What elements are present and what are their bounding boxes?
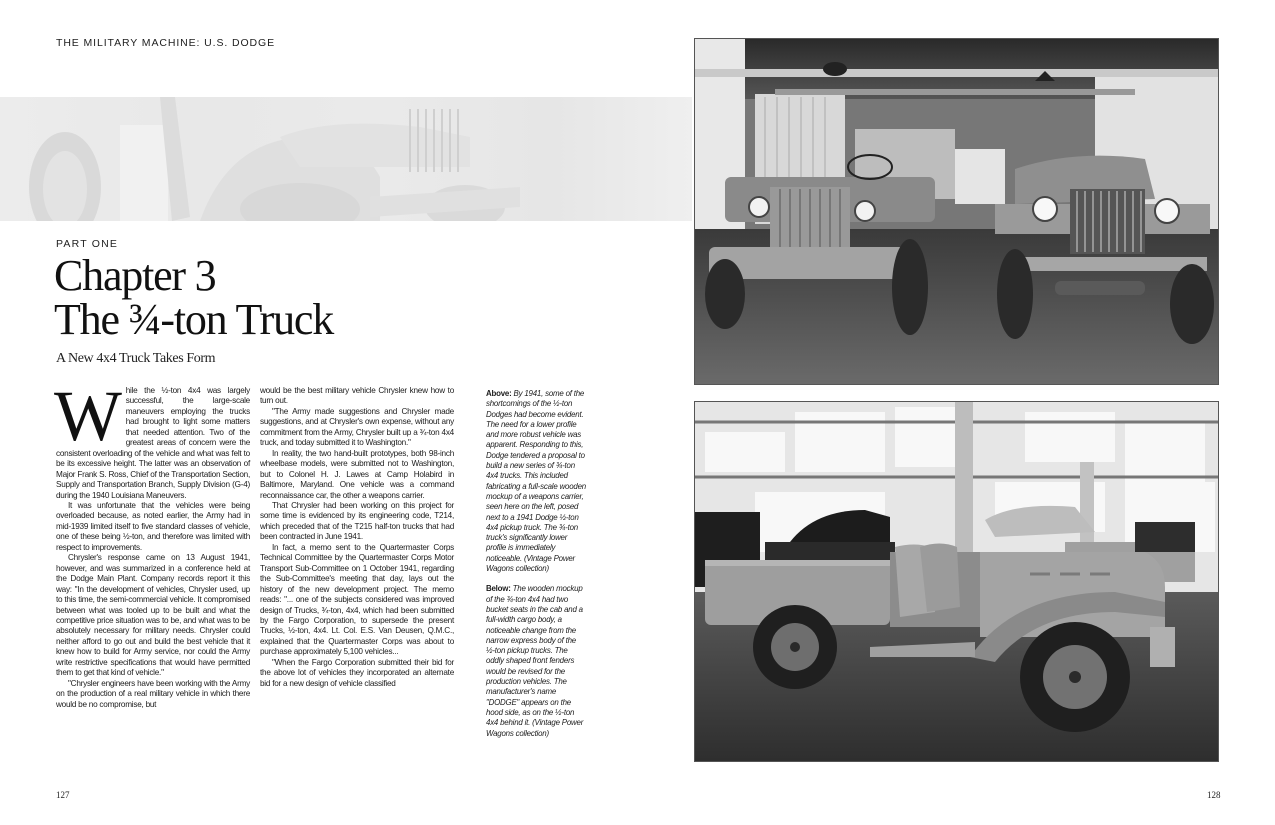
body-column-2 — [260, 386, 454, 689]
paragraph: "Chrysler engineers have been working with the Army on the production of a real military vehicle in which there would be no compromise, but — [56, 678, 250, 709]
two-trucks-photo — [695, 39, 1218, 384]
paragraph: That Chrysler had been working on this project for some time is evidenced by its engineering code, T214, which preceded that of the T215 half-ton trucks that had been contracted in June 1941. — [260, 500, 454, 542]
chapter-subtitle: A New 4x4 Truck Takes Form — [56, 351, 216, 366]
paragraph: While the ½-ton 4x4 was largely successful, the large-scale maneuvers employing the trucks had brought to light some matters that needed attention. Two of the greatest areas of concern were the consistent overloading of the vehicle and what was felt to be its excessive height. The latter was an observation of Major Frank S. Ross, Chief of the Transportation Section, Supply and Transportation Branch, Supply Division (G-4) during the 1940 Louisiana Maneuvers. — [54, 376, 250, 500]
running-head: THE MILITARY MACHINE: U.S. DODGE — [56, 37, 275, 49]
paragraph: "The Army made suggestions and Chrysler made suggestions, and at Chrysler's own expense, without any commitment from the Army, Chrysler built up a ¾-ton 4x4 truck, and today submitted it to Washington." — [260, 406, 454, 448]
caption-lead: Above: — [486, 389, 512, 398]
photo-captions — [486, 389, 586, 749]
paragraph: would be the best military vehicle Chrysler knew how to turn out. — [260, 386, 454, 406]
paragraph: It was unfortunate that the vehicles were being overloaded because, as noted earlier, the Army had in mid-1939 limited itself to five standard classes of vehicle, one of these being ½-ton, and therefore was limited with respect to improvements. — [56, 500, 250, 552]
paragraph: In reality, the two hand-built prototypes, both 98-inch wheelbase models, were submitted not to Washington, but to Colonel H. J. Lawes at Camp Holabird in Baltimore, Maryland. One vehicle was a command reconnaissance car, the other a weapons carrier. — [260, 448, 454, 500]
page-number-left: 127 — [56, 790, 70, 800]
page-number-right: 128 — [1207, 790, 1221, 800]
body-column-1 — [54, 376, 250, 710]
caption-above — [486, 389, 586, 574]
caption-below — [486, 584, 586, 738]
faded-truck-illustration — [0, 97, 692, 221]
paragraph: Chrysler's response came on 13 August 1941, however, and was summarized in a conference held at the Dodge Main Plant. Company records report it this way: "In the development of vehicles, Chrysler used, up to this time, the semi-commercial vehicle. It compromised between what was tooled up to be built and what the competitive price situation was to be, and what was to be absolutely necessary for military needs. Chrysler could neither afford to go out and build the best vehicle that it knew how to build for Army service, nor could the Army write restrictive specifications that would have permitted them to get that kind of vehicle." — [56, 553, 250, 678]
caption-lead: Below: — [486, 584, 511, 594]
caption-text: By 1941, some of the shortcomings of the ½-ton Dodges had become evident. The need for a lower profile and more robust vehicle was apparent. Responding to this, Dodge tendered a proposal to build a new series of ¾-ton 4x4 trucks. This included fabricating a full-scale wooden mockup of a weapons carrier, seen here on the left, posed next to a 1941 Dodge ½-ton 4x4 pickup truck. The ¾-ton truck's significantly lower profile is immediately noticeable. (Vintage Power Wagons collection) — [486, 389, 586, 574]
banner-image — [0, 97, 692, 221]
paragraph: In fact, a memo sent to the Quartermaster Corps Technical Committee by the Quartermaster Corps Motor Transport Sub-Committee on 1 October 1941, regarding the Sub-Committee's meeting that day, lays out the history of the new development project. The memo reads: "... one of the subjects considered was improved design of Trucks, ¾-ton, 4x4, which had been submitted by the Fargo Corporation, to supersede the present Trucks, ½-ton, 4x4. Lt. Col. E.S. Van Deusen, Q.M.C., explained that the Quartermaster Corps was about to purchase approximately 5,100 vehicles... — [260, 542, 454, 657]
chapter-number: Chapter 3 — [54, 251, 216, 300]
photo-bottom — [694, 401, 1219, 762]
mockup-side-photo — [695, 402, 1218, 761]
drop-cap: W — [54, 376, 122, 456]
chapter-title — [54, 251, 334, 344]
paragraph: "When the Fargo Corporation submitted their bid for the above lot of vehicles they incorporated an alternate bid for a new design of vehicle classified — [260, 657, 454, 688]
chapter-name: The ¾-ton Truck — [54, 295, 334, 344]
photo-top — [694, 38, 1219, 385]
caption-text: The wooden mockup of the ¾-ton 4x4 had two bucket seats in the cab and a full-width cargo body, a noticeable change from the narrow express body of the ½-ton pickup trucks. The oddly shaped front fenders would be revised for the production vehicles. The manufacturer's name "DODGE" appears on the hood side, as on the ½-ton 4x4 behind it. (Vintage Power Wagons collection) — [486, 584, 584, 738]
part-label: PART ONE — [56, 238, 119, 250]
